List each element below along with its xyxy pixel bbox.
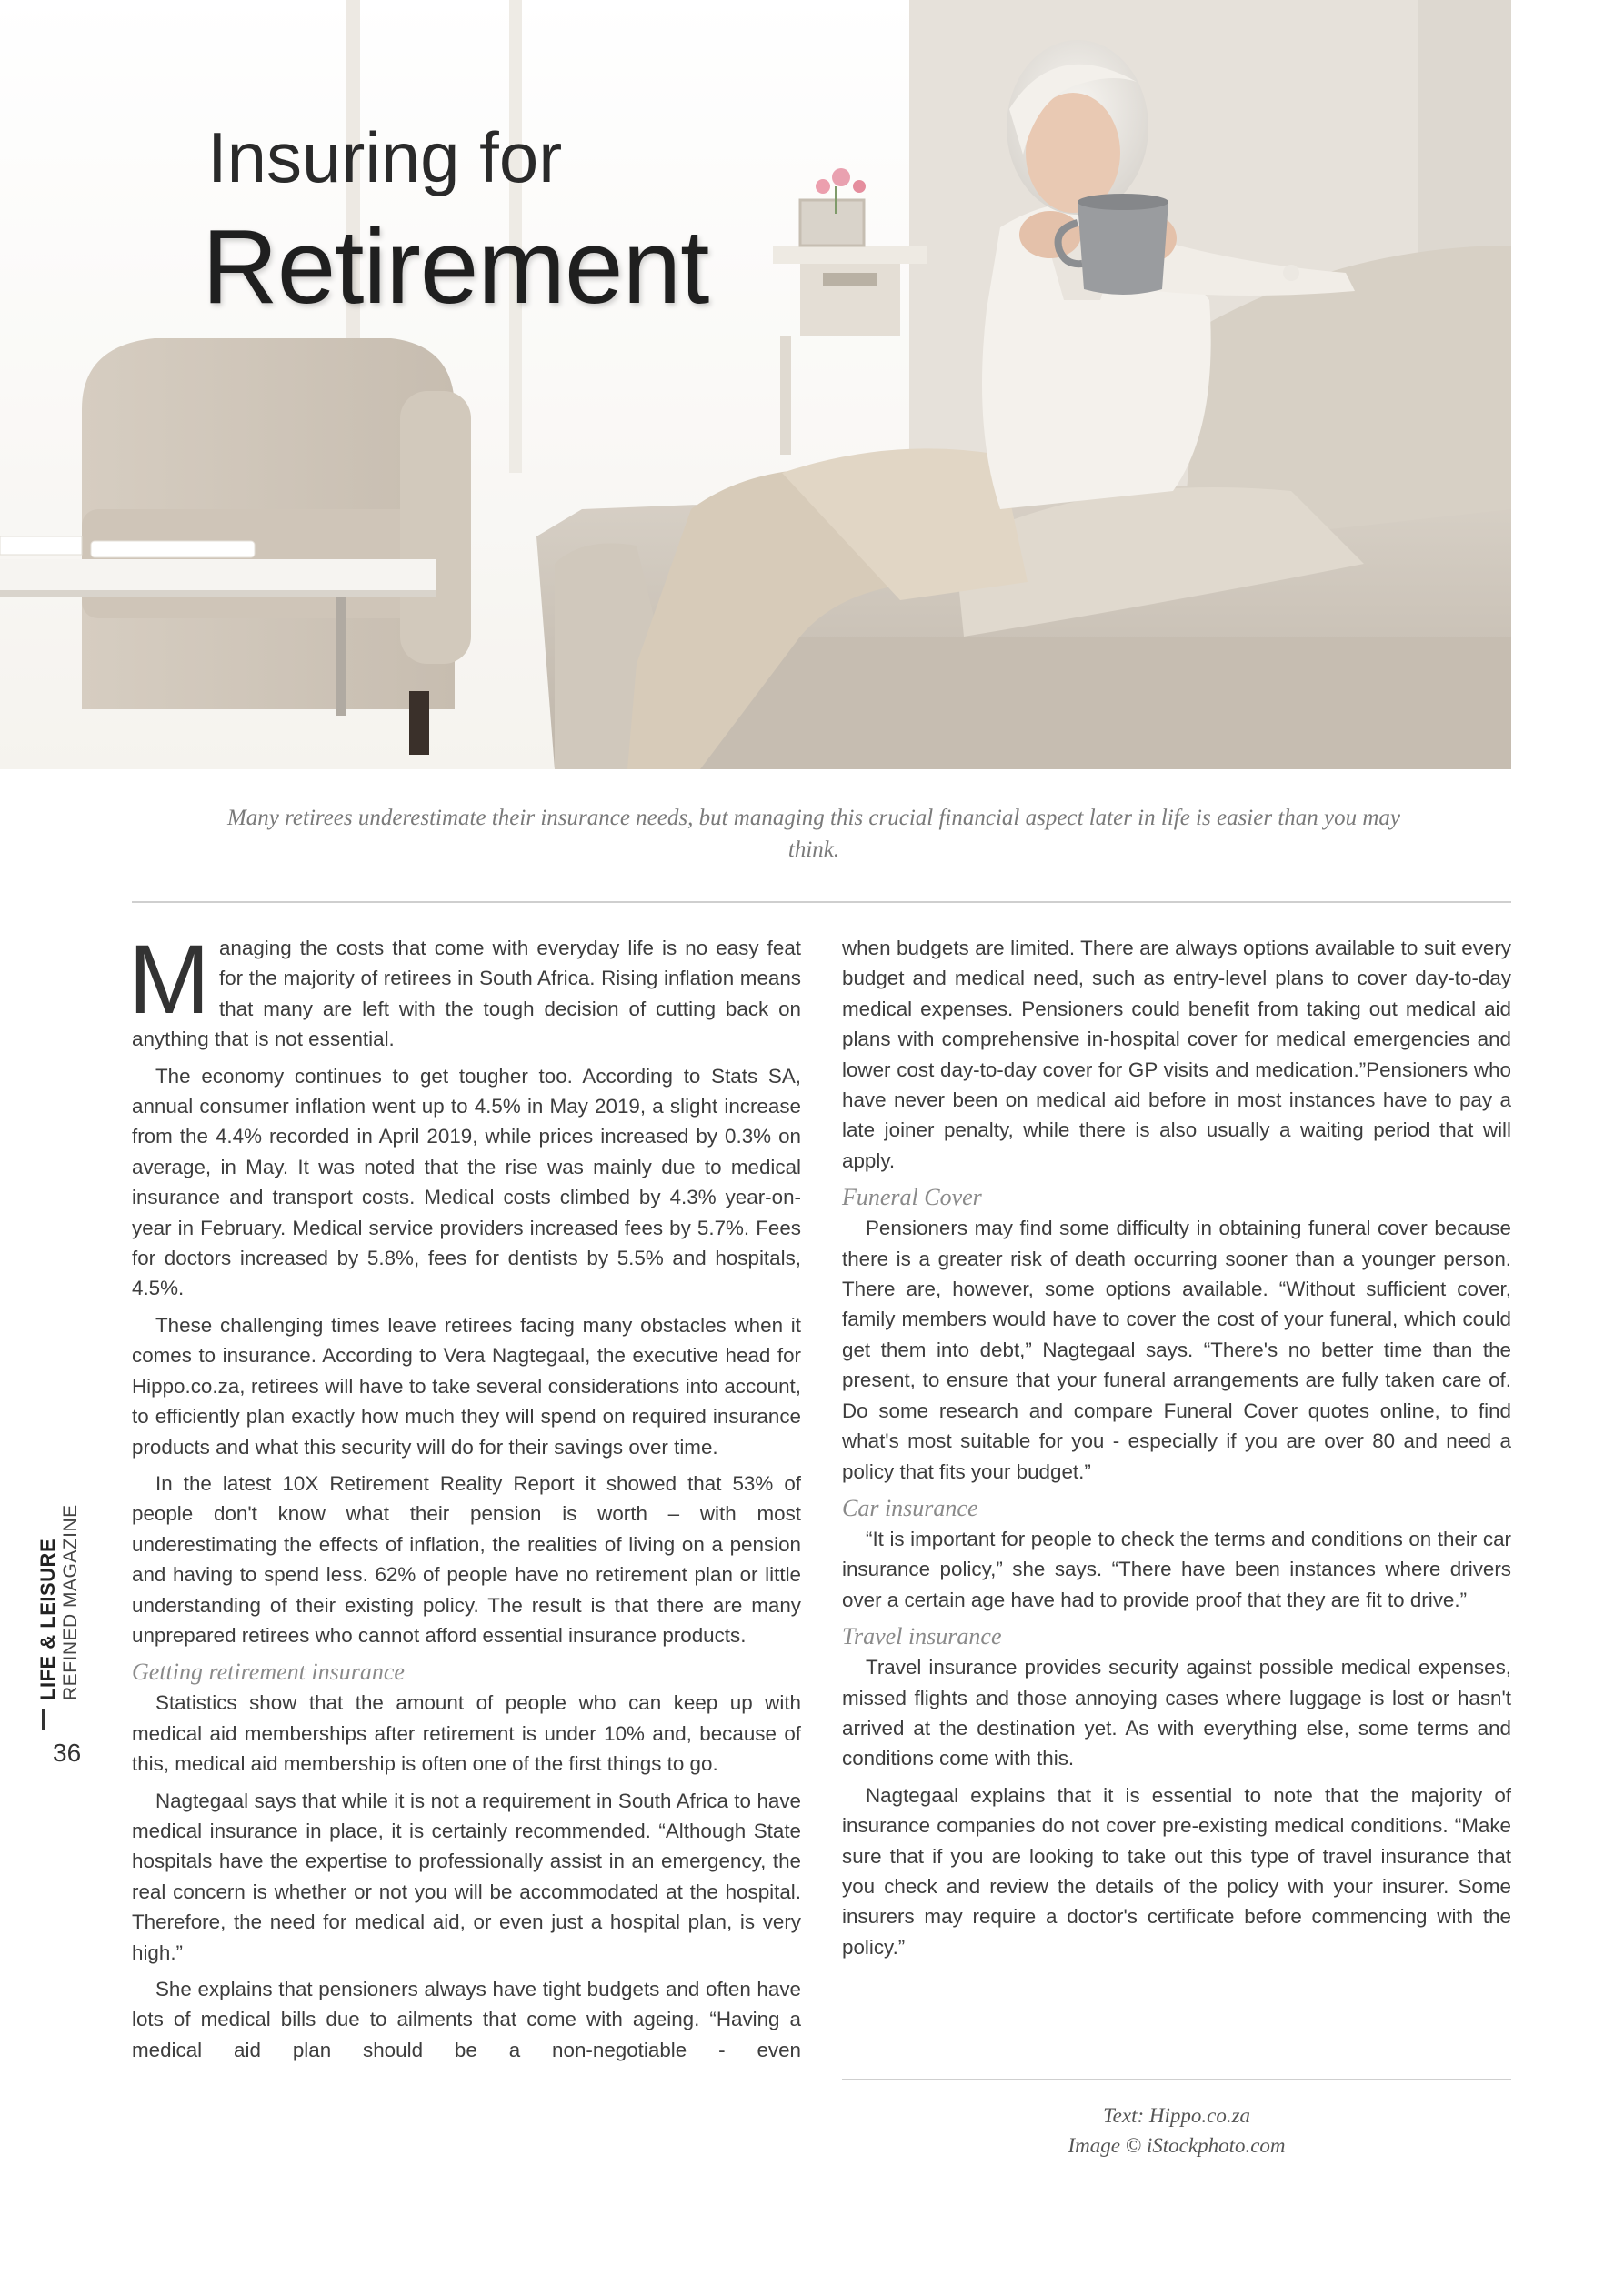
paragraph: These challenging times leave retirees facing many obstacles when it comes to insurance. According to Vera Nagtegaal, the executive head for Hippo.co.za, retirees will have to take several considerations into account, to efficiently plan exactly how much they will spend on required insurance products and what this security will do for their savings over time. [132, 1313, 801, 1459]
divider [842, 2079, 1511, 2080]
paragraph: “It is important for people to check the terms and conditions on their car insurance policy,” she says. “There have been instances where drivers over a certain age have had to provide proof that they are fit to drive.” [842, 1527, 1511, 1611]
article-column-right [842, 933, 1511, 1969]
paragraph: In the latest 10X Retirement Reality Report it showed that 53% of people don't know what their pension is worth – with most underestimating the effects of inflation, the realities of living on a pension and having to spend less. 62% of people have no retirement plan or little understanding of their existing policy. The result is that there are many unprepared retirees who cannot afford essential insurance products. [132, 1471, 801, 1647]
paragraph: Statistics show that the amount of people who can keep up with medical aid memberships after retirement is under 10% and, because of this, medical aid membership is often one of the first things to go. [132, 1691, 801, 1776]
subheading: Travel insurance [842, 1623, 1002, 1650]
article-column-left [128, 924, 801, 2071]
text-credit: Text: Hippo.co.za [1102, 2104, 1251, 2127]
paragraph: Nagtegaal says that while it is not a requirement in South Africa to have medical insurance in place, it is certainly recommended. “Although State hospitals have the expertise to professionally assist in an emergency, the real concern is whether or not you will be accommodated at the hospital. Therefore, the need for medical aid, or even just a hospital plan, is very high.” [132, 1789, 801, 1964]
paragraph: Pensioners may find some difficulty in obtaining funeral cover because there is a greater risk of death occurring sooner than a younger person. There are, however, some options available. “Without sufficient cover, family members would have to cover the cost of your funeral, which could get them into debt,” Nagtegaal says. “There's no better time than the present, to ensure that your funeral arrangements are fully taken care of. Do some research and compare Funeral Cover quotes online, to find what's most suitable for you - especially if you are over 80 and need a policy that fits your budget.” [842, 1217, 1511, 1483]
subheading: Getting retirement insurance [132, 1659, 405, 1686]
paragraph: Travel insurance provides security against possible medical expenses, missed flights and those annoying cases where luggage is lost or hasn't arrived at the destination yet. As with everything else, some terms and conditions come with this. [842, 1656, 1511, 1770]
folio-bar [42, 1709, 45, 1730]
standfirst: Many retirees underestimate their insurance needs, but managing this crucial financial aspect later in life is easier than you may think. [226, 806, 1401, 862]
paragraph: when budgets are limited. There are always options available to suit every budget and medical need, such as entry-level plans to cover day-to-day medical expenses. Pensioners could benefit from taking out medical aid plans with comprehensive in-hospital cover for medical emergencies and lower cost day-to-day cover for GP visits and medication.”Pensioners who have never been on medical aid before in most instances have to pay a late joiner penalty, while there is also usually a waiting period that will apply. [842, 937, 1511, 1172]
subheading: Funeral Cover [842, 1184, 982, 1211]
divider [132, 901, 1511, 903]
page-number: 36 [53, 1739, 82, 1767]
side-folio [36, 1504, 82, 1700]
hero-illustration [0, 0, 1511, 769]
publication-label: REFINED MAGAZINE [60, 1504, 81, 1700]
subheading: Car insurance [842, 1494, 978, 1521]
paragraph: The economy continues to get tougher too. According to Stats SA, annual consumer inflation went up to 4.5% in May 2019, a slight increase from the 4.4% recorded in April 2019, while prices increased by 0.3% on average, in May. It was noted that the rise was mainly due to medical insurance and transport costs. Medical costs climbed by 4.3% year-on-year in February. Medical service providers increased fees by 5.7%. Fees for doctors increased by 5.8%, fees for dentists by 5.5% and hospitals, 4.5%. [132, 1064, 801, 1300]
section-label: LIFE & LEISURE [36, 1538, 59, 1700]
drop-cap: M [128, 924, 210, 1034]
paragraph: She explains that pensioners always have tight budgets and often have lots of medical bills due to ailments that come with ageing. “Having a medical aid plan should be a non-negotiable - even [132, 1978, 801, 2061]
paragraph: Nagtegaal explains that it is essential to note that the majority of insurance companies do not cover pre-existing medical conditions. “Make sure that if you are looking to take out this type of travel insurance that you check and review the details of the policy with your insurer. Some insurers may require a doctor's certificate before commencing with the policy.” [842, 1783, 1511, 1959]
paragraph [128, 924, 801, 1055]
title-line-2: Retirement [202, 207, 709, 326]
hero-photo [0, 0, 1511, 769]
image-credit: Image © iStockphoto.com [1068, 2134, 1286, 2157]
credits [842, 2100, 1511, 2161]
paragraph-text: anaging the costs that come with everyday life is no easy feat for the majority of retirees in South Africa. Rising inflation means that many are left with the tough decision of cutting back on anything that is not essential. [132, 937, 801, 1051]
title-line-1: Insuring for [207, 117, 563, 197]
